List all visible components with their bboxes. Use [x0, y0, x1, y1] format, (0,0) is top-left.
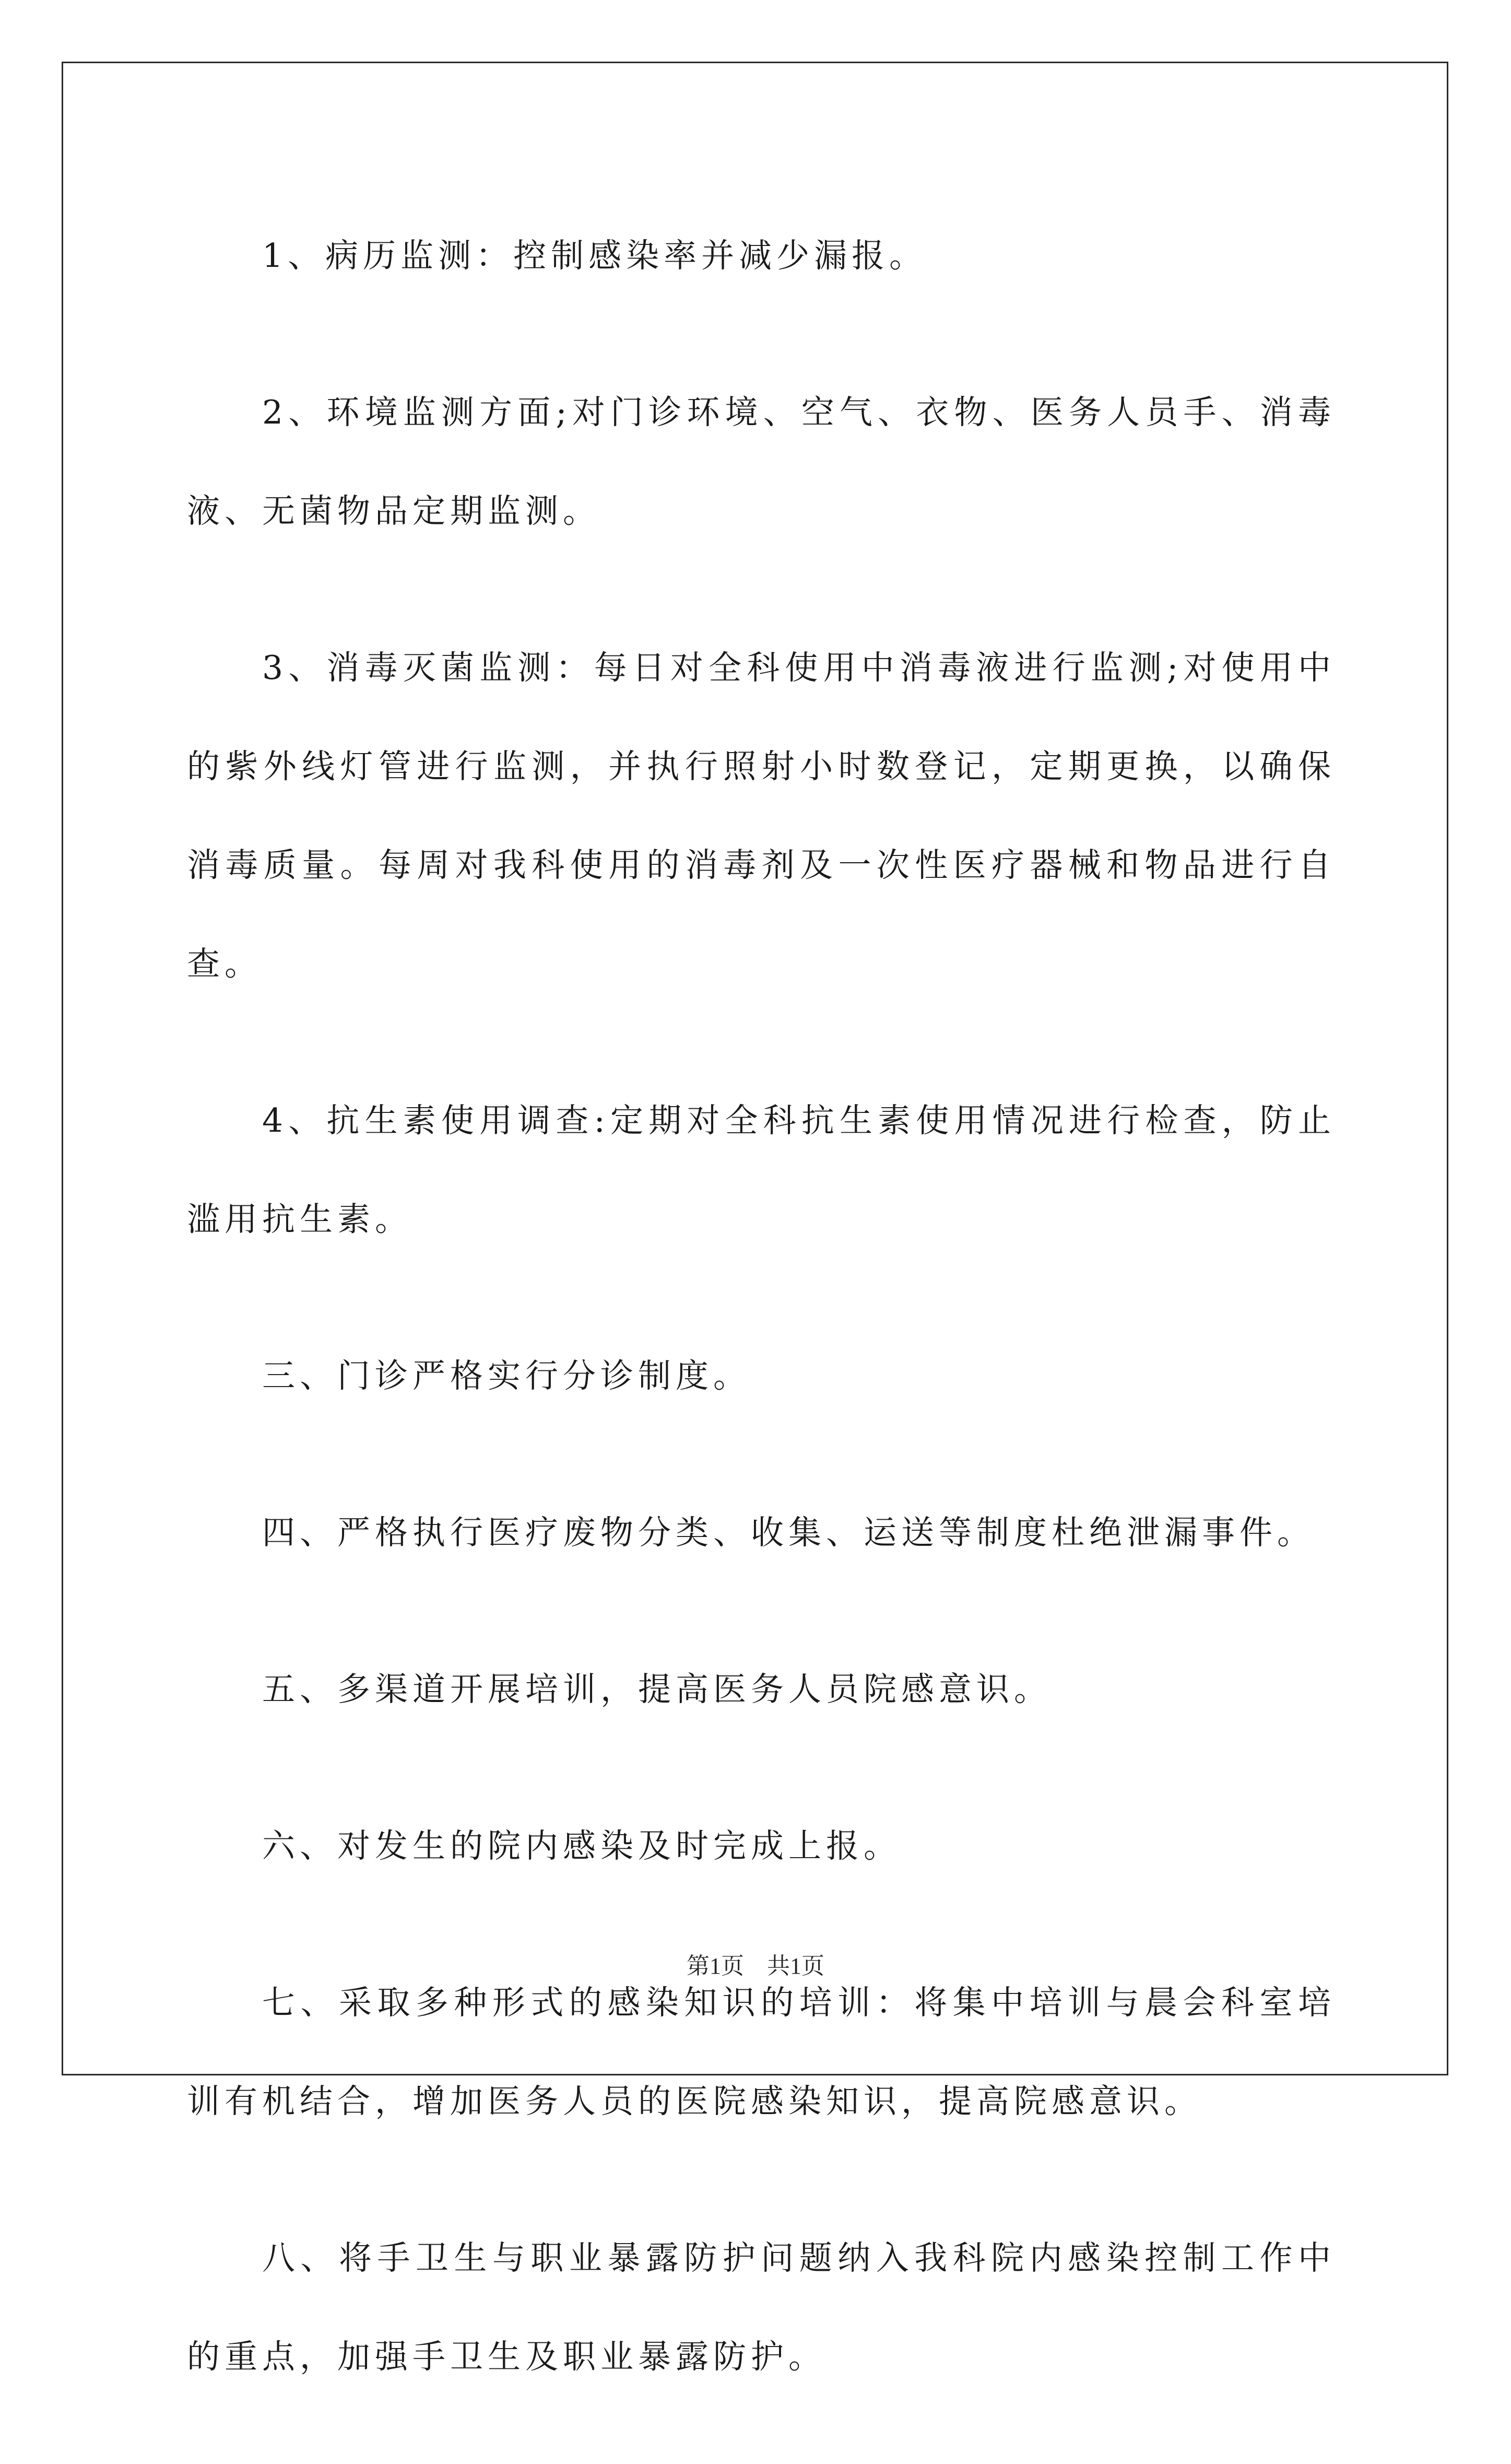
paragraph-item-1: 1、病历监测：控制感染率并减少漏报。 — [262, 237, 927, 275]
paragraph-item-2: 2、环境监测方面;对门诊环境、空气、衣物、医务人员手、消毒液、无菌物品定期监测。 — [187, 393, 1336, 530]
page-number-current: 第1页 — [687, 1953, 744, 1979]
paragraph-section-4: 四、严格执行医疗废物分类、收集、运送等制度杜绝泄漏事件。 — [262, 1513, 1315, 1552]
document-body — [187, 206, 1336, 2464]
paragraph-section-3: 三、门诊严格实行分诊制度。 — [262, 1357, 751, 1395]
paragraph-section-8: 八、将手卫生与职业暴露防护问题纳入我科院内感染控制工作中的重点，加强手卫生及职业暴露防护。 — [187, 2239, 1336, 2376]
page-footer — [0, 1947, 1511, 1980]
paragraph-section-7: 七、采取多种形式的感染知识的培训：将集中培训与晨会科室培训有机结合，增加医务人员的医院感染知识，提高院感意识。 — [187, 1984, 1336, 2120]
paragraph-item-4: 4、抗生素使用调查:定期对全科抗生素使用情况进行检查，防止滥用抗生素。 — [187, 1101, 1336, 1238]
paragraph-item-3: 3、消毒灭菌监测：每日对全科使用中消毒液进行监测;对使用中的紫外线灯管进行监测，并执行照射小时数登记，定期更换，以确保消毒质量。每周对我科使用的消毒剂及一次性医疗器械和物品进行自查。 — [187, 649, 1336, 983]
page-number-total: 共1页 — [767, 1953, 824, 1979]
paragraph-section-6: 六、对发生的院内感染及时完成上报。 — [262, 1827, 901, 1865]
paragraph-section-5: 五、多渠道开展培训，提高医务人员院感意识。 — [262, 1670, 1052, 1708]
